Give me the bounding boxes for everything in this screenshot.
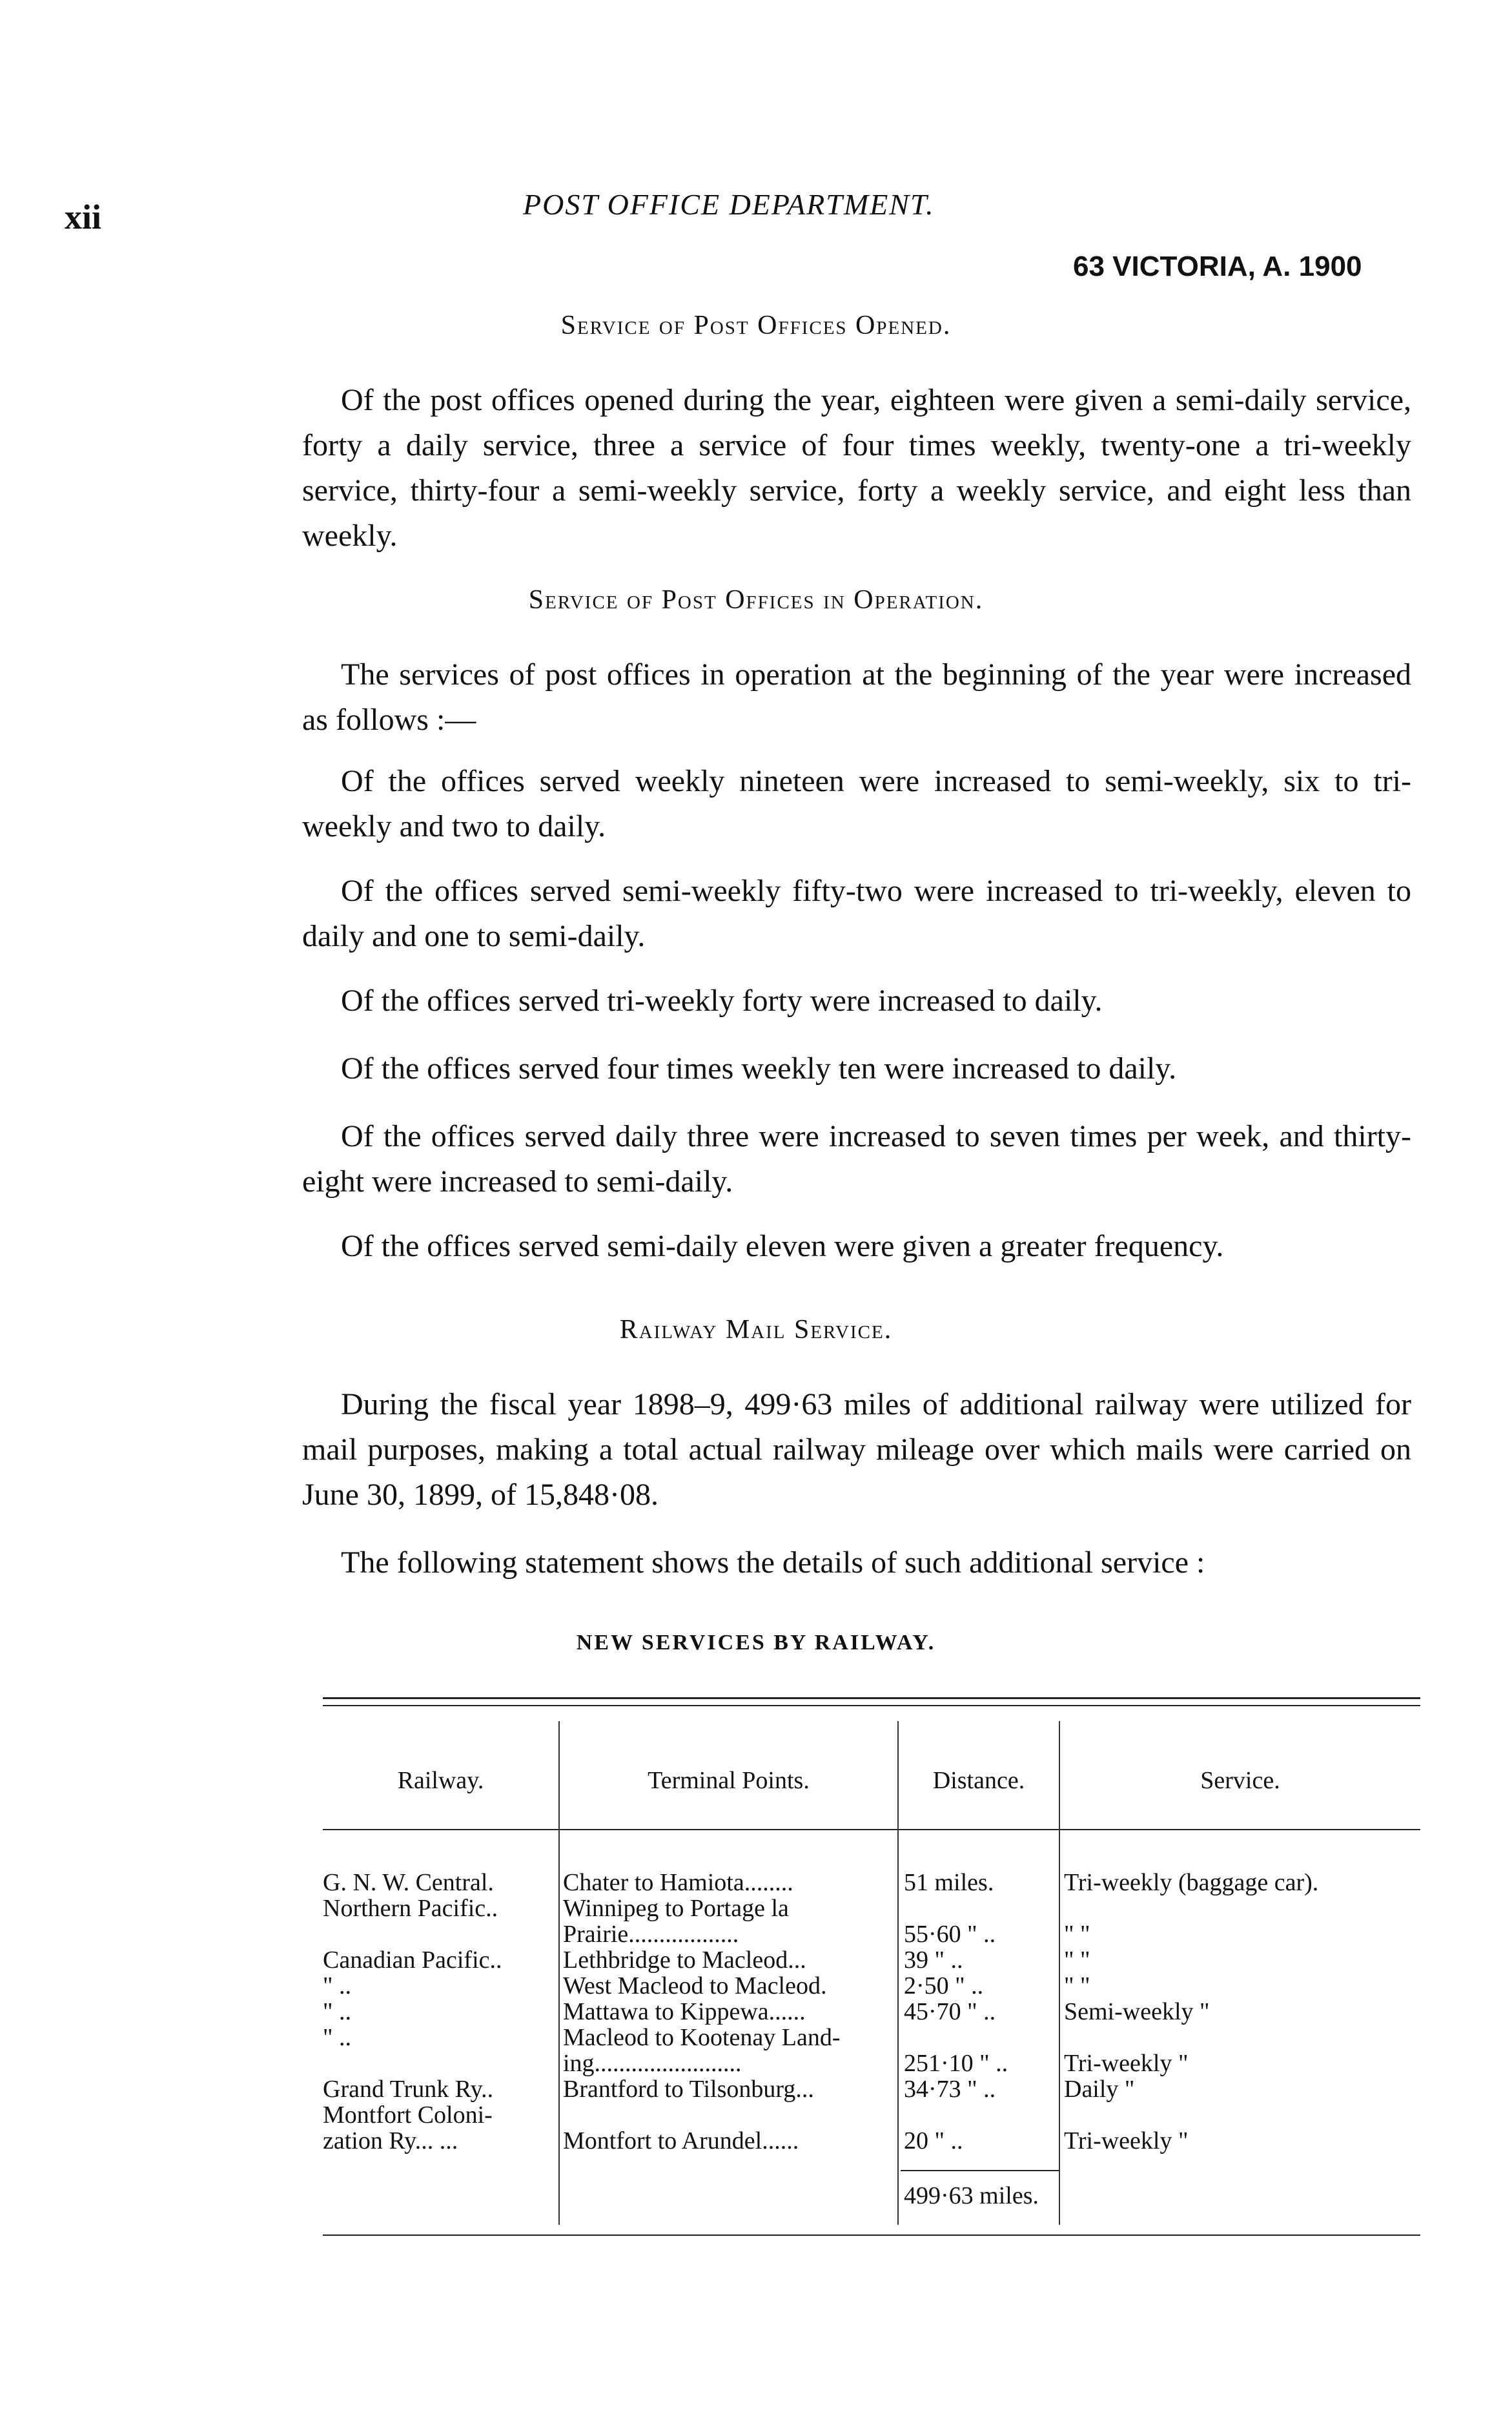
cell-service: Tri-weekly " xyxy=(1064,2050,1189,2076)
cell-service: Tri-weekly " xyxy=(1064,2128,1189,2154)
header-distance: Distance. xyxy=(932,1767,1025,1794)
cell-terminal-points: Chater to Hamiota........ xyxy=(563,1870,793,1895)
header-railway: Railway. xyxy=(397,1767,484,1794)
cell-terminal-points: Lethbridge to Macleod... xyxy=(563,1947,806,1973)
cell-railway: Grand Trunk Ry.. xyxy=(323,2076,494,2102)
cell-terminal-points: Macleod to Kootenay Land- xyxy=(563,2025,841,2050)
table-top-rule-double xyxy=(323,1705,1420,1706)
cell-railway: Canadian Pacific.. xyxy=(323,1947,502,1973)
cell-service: Semi-weekly " xyxy=(1064,1999,1210,2025)
cell-distance: 20 " .. xyxy=(904,2128,963,2154)
cell-railway: " .. xyxy=(323,2025,352,2050)
cell-terminal-points: Winnipeg to Portage la xyxy=(563,1895,789,1921)
cell-distance: 2·50 " .. xyxy=(904,1973,984,1999)
paragraph-operation-intro: The services of post offices in operation at the beginning of the year were increased as follows :— xyxy=(302,657,1411,737)
column-divider-1 xyxy=(558,1721,560,2225)
cell-railway: " .. xyxy=(323,1973,352,1999)
table-header-rule xyxy=(323,1829,1420,1830)
paragraph-operation-weekly: Of the offices served weekly nineteen were increased to semi-weekly, six to tri-weekly and two to daily. xyxy=(302,764,1411,843)
cell-distance: 51 miles. xyxy=(904,1870,994,1895)
cell-distance: 55·60 " .. xyxy=(904,1921,996,1947)
cell-railway: Montfort Coloni- xyxy=(323,2102,493,2128)
session-tag: 63 VICTORIA, A. 1900 xyxy=(1073,251,1362,282)
cell-railway: Northern Pacific.. xyxy=(323,1895,498,1921)
cell-terminal-points: ing........................ xyxy=(563,2050,742,2076)
table-top-rule xyxy=(323,1697,1420,1699)
cell-service: " " xyxy=(1064,1973,1090,1999)
total-distance: 499·63 miles. xyxy=(904,2182,1039,2209)
page-number: xii xyxy=(65,198,102,236)
paragraph-operation-tri-weekly: Of the offices served tri-weekly forty were increased to daily. xyxy=(341,984,1103,1018)
cell-service: " " xyxy=(1064,1921,1090,1947)
cell-railway: G. N. W. Central. xyxy=(323,1870,494,1895)
header-terminal-points: Terminal Points. xyxy=(648,1767,810,1794)
cell-terminal-points: Montfort to Arundel...... xyxy=(563,2128,799,2154)
cell-distance: 39 " .. xyxy=(904,1947,963,1973)
section-heading-operation: Service of Post Offices in Operation. xyxy=(528,585,984,615)
cell-railway: zation Ry... ... xyxy=(323,2128,458,2154)
paragraph-railway-statement: The following statement shows the details of such additional service : xyxy=(341,1545,1205,1580)
cell-distance: 34·73 " .. xyxy=(904,2076,996,2102)
header-service: Service. xyxy=(1200,1767,1280,1794)
cell-service: Daily " xyxy=(1064,2076,1135,2102)
column-divider-3 xyxy=(1059,1721,1060,2225)
paragraph-operation-semi-weekly: Of the offices served semi-weekly fifty-two were increased to tri-weekly, eleven to daily and one to semi-daily. xyxy=(302,874,1411,953)
cell-service: Tri-weekly (baggage car). xyxy=(1064,1870,1319,1895)
cell-distance: 45·70 " .. xyxy=(904,1999,996,2025)
cell-distance: 251·10 " .. xyxy=(904,2050,1008,2076)
cell-service: " " xyxy=(1064,1947,1090,1973)
paragraph-operation-daily: Of the offices served daily three were increased to seven times per week, and thirty-eight were increased to semi-daily. xyxy=(302,1119,1411,1199)
paragraph-opened: Of the post offices opened during the year, eighteen were given a semi-daily service, forty a daily service, three a service of four times weekly, twenty-one a tri-weekly service, thirty-four a semi-weekly service, forty a weekly service, and eight less than weekly. xyxy=(302,383,1411,553)
section-heading-opened: Service of Post Offices Opened. xyxy=(560,311,952,340)
paragraph-operation-four-times: Of the offices served four times weekly ten were increased to daily. xyxy=(341,1051,1177,1086)
table-title: NEW SERVICES BY RAILWAY. xyxy=(576,1631,936,1655)
column-divider-2 xyxy=(897,1721,899,2225)
paragraph-railway-mileage: During the fiscal year 1898–9, 499·63 miles of additional railway were utilized for mail purposes, making a total actual railway mileage over which mails were carried on June 30, 1899, of 15,848·08. xyxy=(302,1387,1411,1512)
cell-terminal-points: West Macleod to Macleod. xyxy=(563,1973,827,1999)
total-rule xyxy=(901,2170,1059,2171)
running-title: POST OFFICE DEPARTMENT. xyxy=(523,188,935,221)
cell-railway: " .. xyxy=(323,1999,352,2025)
cell-terminal-points: Prairie.................. xyxy=(563,1921,739,1947)
cell-terminal-points: Brantford to Tilsonburg... xyxy=(563,2076,814,2102)
cell-terminal-points: Mattawa to Kippewa...... xyxy=(563,1999,806,2025)
paragraph-operation-semi-daily: Of the offices served semi-daily eleven were given a greater frequency. xyxy=(341,1229,1224,1263)
table-bottom-rule xyxy=(323,2235,1420,2236)
section-heading-railway: Railway Mail Service. xyxy=(619,1315,893,1345)
